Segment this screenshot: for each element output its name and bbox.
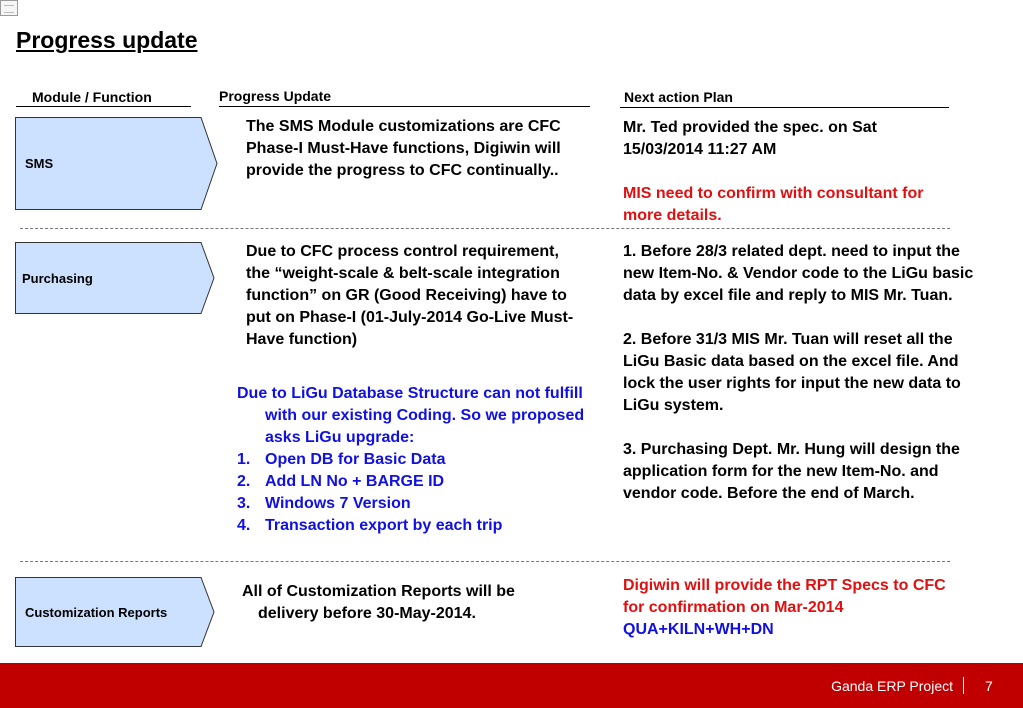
chevron-label-purchasing: Purchasing bbox=[22, 270, 93, 286]
header-next: Next action Plan bbox=[624, 89, 733, 105]
list-item: 3. Windows 7 Version bbox=[237, 495, 411, 512]
custom-progress-text: All of Customization Reports will be delivery before 30-May-2014. bbox=[242, 583, 515, 622]
purchasing-ligu-note bbox=[237, 383, 592, 537]
purchasing-next-2: 2. Before 31/3 MIS Mr. Tuan will reset all the LiGu Basic data based on the excel file. And lock the user rights for input the new data to LiGu system. bbox=[623, 331, 961, 414]
header-progress: Progress Update bbox=[219, 88, 332, 104]
ligu-upgrade-list bbox=[237, 449, 592, 537]
ligu-intro: Due to LiGu Database Structure can not fulfill with our existing Coding. So we proposed asks LiGu upgrade: bbox=[237, 385, 585, 446]
list-item: 4. Transaction export by each trip bbox=[237, 517, 503, 534]
header-next-underline bbox=[620, 107, 949, 108]
list-item: 1. Open DB for Basic Data bbox=[237, 451, 446, 468]
purchasing-progress-text: Due to CFC process control requirement, the “weight-scale & belt-scale integration function” on GR (Good Receiving) have to put on Phase-I (01-July-2014 Go-Live Must-Have function) bbox=[246, 243, 574, 348]
purchasing-next-plan bbox=[623, 241, 985, 505]
logo-placeholder-icon bbox=[0, 0, 18, 16]
footer-page-number: 7 bbox=[985, 678, 993, 694]
chevron-sms bbox=[15, 117, 218, 210]
sms-next-red: MIS need to confirm with consultant for more details. bbox=[623, 185, 924, 224]
footer-separator bbox=[963, 677, 964, 694]
chevron-label-customization: Customization Reports bbox=[25, 604, 168, 620]
sms-progress-text: The SMS Module customizations are CFC Phase-I Must-Have functions, Digiwin will provide the progress to CFC continually.. bbox=[246, 118, 561, 179]
page-title: Progress update bbox=[16, 27, 198, 53]
custom-next-red: Digiwin will provide the RPT Specs to CFC for confirmation on Mar-2014 bbox=[623, 577, 946, 616]
chevron-label-sms: SMS bbox=[25, 156, 54, 171]
sms-next-black: Mr. Ted provided the spec. on Sat 15/03/2014 11:27 AM bbox=[623, 119, 877, 158]
chevron-customization-reports bbox=[15, 577, 215, 647]
custom-next-plan bbox=[623, 575, 963, 641]
purchasing-next-3: 3. Purchasing Dept. Mr. Hung will design the application form for the new Item-No. and vendor code. Before the end of March. bbox=[623, 441, 960, 502]
row-divider-2 bbox=[20, 561, 950, 562]
row-divider-1 bbox=[20, 228, 950, 229]
header-module: Module / Function bbox=[32, 89, 152, 105]
custom-next-blue: QUA+KILN+WH+DN bbox=[623, 621, 774, 638]
chevron-purchasing bbox=[15, 242, 215, 314]
header-module-underline bbox=[16, 106, 191, 107]
footer-project-name: Ganda ERP Project bbox=[831, 678, 953, 694]
sms-next-plan bbox=[623, 117, 943, 227]
list-item: 2. Add LN No + BARGE ID bbox=[237, 473, 445, 490]
purchasing-next-1: 1. Before 28/3 related dept. need to input the new Item-No. & Vendor code to the LiGu basic data by excel file and reply to MIS Mr. Tuan. bbox=[623, 243, 974, 304]
header-progress-underline bbox=[219, 106, 590, 107]
